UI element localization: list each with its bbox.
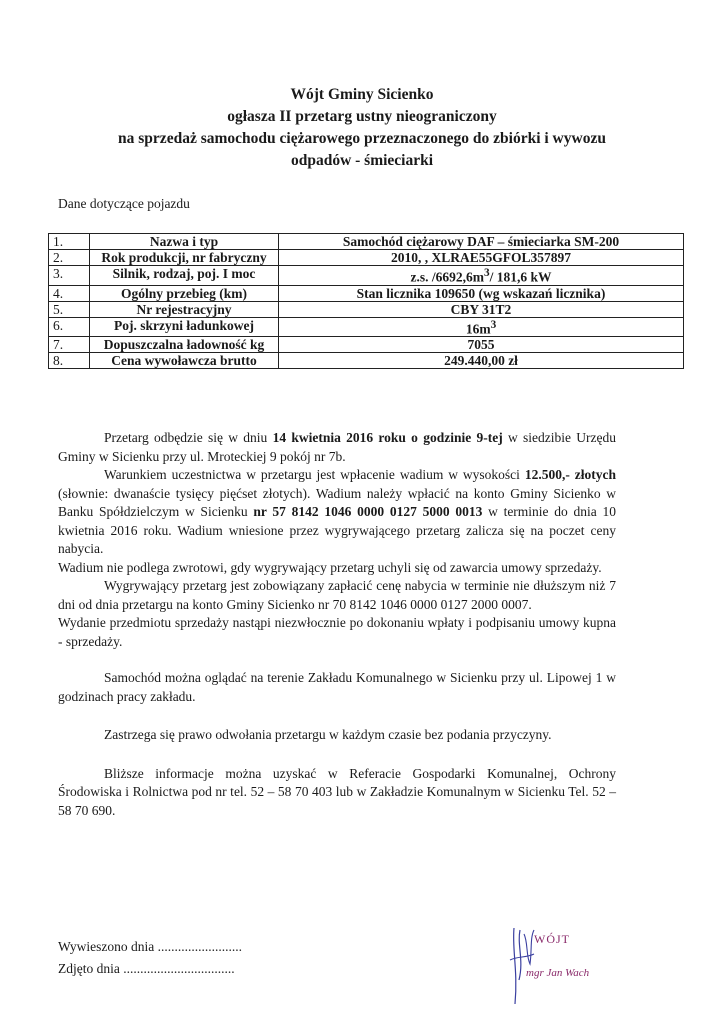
row-number: 2. [49,250,90,266]
table-row [49,337,684,353]
row-number: 5. [49,301,90,317]
row-value: 249.440,00 zł [279,353,684,369]
header-line-4: odpadów - śmieciarki [290,152,434,169]
table-row [49,266,684,286]
paragraph-viewing: Samochód można oglądać na terenie Zakładu Komunalnego w Sicienku przy ul. Lipowej 1 w godzinach pracy zakładu. [58,670,616,704]
posting-dates [58,936,242,980]
vehicle-data-table [48,233,684,369]
removed-date-line: Zdjęto dnia ................................. [58,961,235,976]
text-span: Warunkiem uczestnictwa w przetargu jest wpłacenie wadium w wysokości [104,467,525,482]
table-row [49,353,684,369]
stamp-name: mgr Jan Wach [526,967,590,979]
row-label: Ogólny przebieg (km) [90,285,279,301]
row-label: Nazwa i typ [90,234,279,250]
posted-date-line: Wywieszono dnia ......................... [58,939,243,954]
text-span: (słownie: dwanaście tysięcy pięćset złotych). Wadium należy wpłacić na konto Gminy Sicienko w Banku Spółdzielczym w Sicienku [58,485,616,519]
header-line-3: na sprzedaż samochodu ciężarowego przeznaczonego do zbiórki i wywozu [118,130,606,147]
row-label: Rok produkcji, nr fabryczny [90,250,279,266]
row-label: Poj. skrzyni ładunkowej [90,317,279,337]
table-row [49,234,684,250]
row-number: 6. [49,317,90,337]
row-value: Stan licznika 109650 (wg wskazań licznika) [279,285,684,301]
row-label: Cena wywoławcza brutto [90,353,279,369]
paragraph-auction-date [58,429,616,466]
text-span: w terminie do dnia 10 kwietnia 2016 roku. Wadium wniesione przez wygrywającego przetarg zalicza się na poczet ceny nabycia. [58,504,616,556]
row-value: Samochód ciężarowy DAF – śmieciarka SM-200 [279,234,684,250]
auction-date: 14 kwietnia 2016 roku o godzinie 9-tej [272,430,503,445]
text-span: w siedzibie Urzędu Gminy w Sicienku przy ul. Mroteckiej 9 pokój nr 7b. [58,430,616,464]
header-line-2: ogłasza II przetarg ustny nieograniczony [227,108,497,125]
row-number: 4. [49,285,90,301]
announcement-body [58,429,616,820]
value-tail: / 181,6 kW [489,269,552,285]
document-header [40,84,684,172]
value-main: z.s. /6692,6m [410,269,484,285]
paragraph-deposit [58,466,616,559]
section-subtitle: Dane dotyczące pojazdu [58,196,190,211]
value-main: 16m [465,321,491,336]
stamp-title: WÓJT [534,932,570,946]
table-row [49,285,684,301]
paragraph-contact: Bliższe informacje można uzyskać w Referacie Gospodarki Komunalnej, Ochrony Środowiska i Rolnictwa pod nr tel. 52 – 58 70 403 lub w Zakładzie Komunalnym w Sicienku Tel. 52 – 58 70 690. [58,765,616,818]
value-superscript: 3 [490,318,497,331]
value-superscript: 3 [483,267,490,279]
deposit-account-number: nr 57 8142 1046 0000 0127 5000 0013 [253,504,483,519]
row-number: 8. [49,353,90,369]
row-value: 2010, , XLRAE55GFOL357897 [279,250,684,266]
signature-stamp [504,920,614,1006]
row-label: Dopuszczalna ładowność kg [90,337,279,353]
table-row [49,250,684,266]
header-line-1: Wójt Gminy Sicienko [290,86,434,103]
paragraph-payment-terms: Wygrywający przetarg jest zobowiązany zapłacić cenę nabycia w terminie nie dłuższym niż 7 dni od dnia przetargu na konto Gminy Sicienko nr 70 8142 1046 0000 0127 2000 0007. [58,578,616,612]
table-row [49,317,684,337]
row-value [279,266,684,286]
paragraph-handover: Wydanie przedmiotu sprzedaży nastąpi niezwłocznie po dokonaniu wpłaty i podpisaniu umowy kupna - sprzedaży. [58,615,616,649]
row-label: Nr rejestracyjny [90,301,279,317]
row-number: 7. [49,337,90,353]
row-value: 7055 [279,337,684,353]
table-row [49,301,684,317]
text-span: Przetarg odbędzie się w dniu [104,430,273,445]
row-number: 1. [49,234,90,250]
row-number: 3. [49,266,90,286]
row-value: CBY 31T2 [279,301,684,317]
row-label: Silnik, rodzaj, poj. I moc [90,266,279,286]
paragraph-deposit-refund: Wadium nie podlega zwrotowi, gdy wygrywający przetarg uchyli się od zawarcia umowy sprzedaży. [58,559,602,575]
deposit-amount: 12.500,- złotych [524,467,616,482]
row-value [279,317,684,337]
paragraph-cancellation: Zastrzega się prawo odwołania przetargu w każdym czasie bez podania przyczyny. [104,727,552,742]
